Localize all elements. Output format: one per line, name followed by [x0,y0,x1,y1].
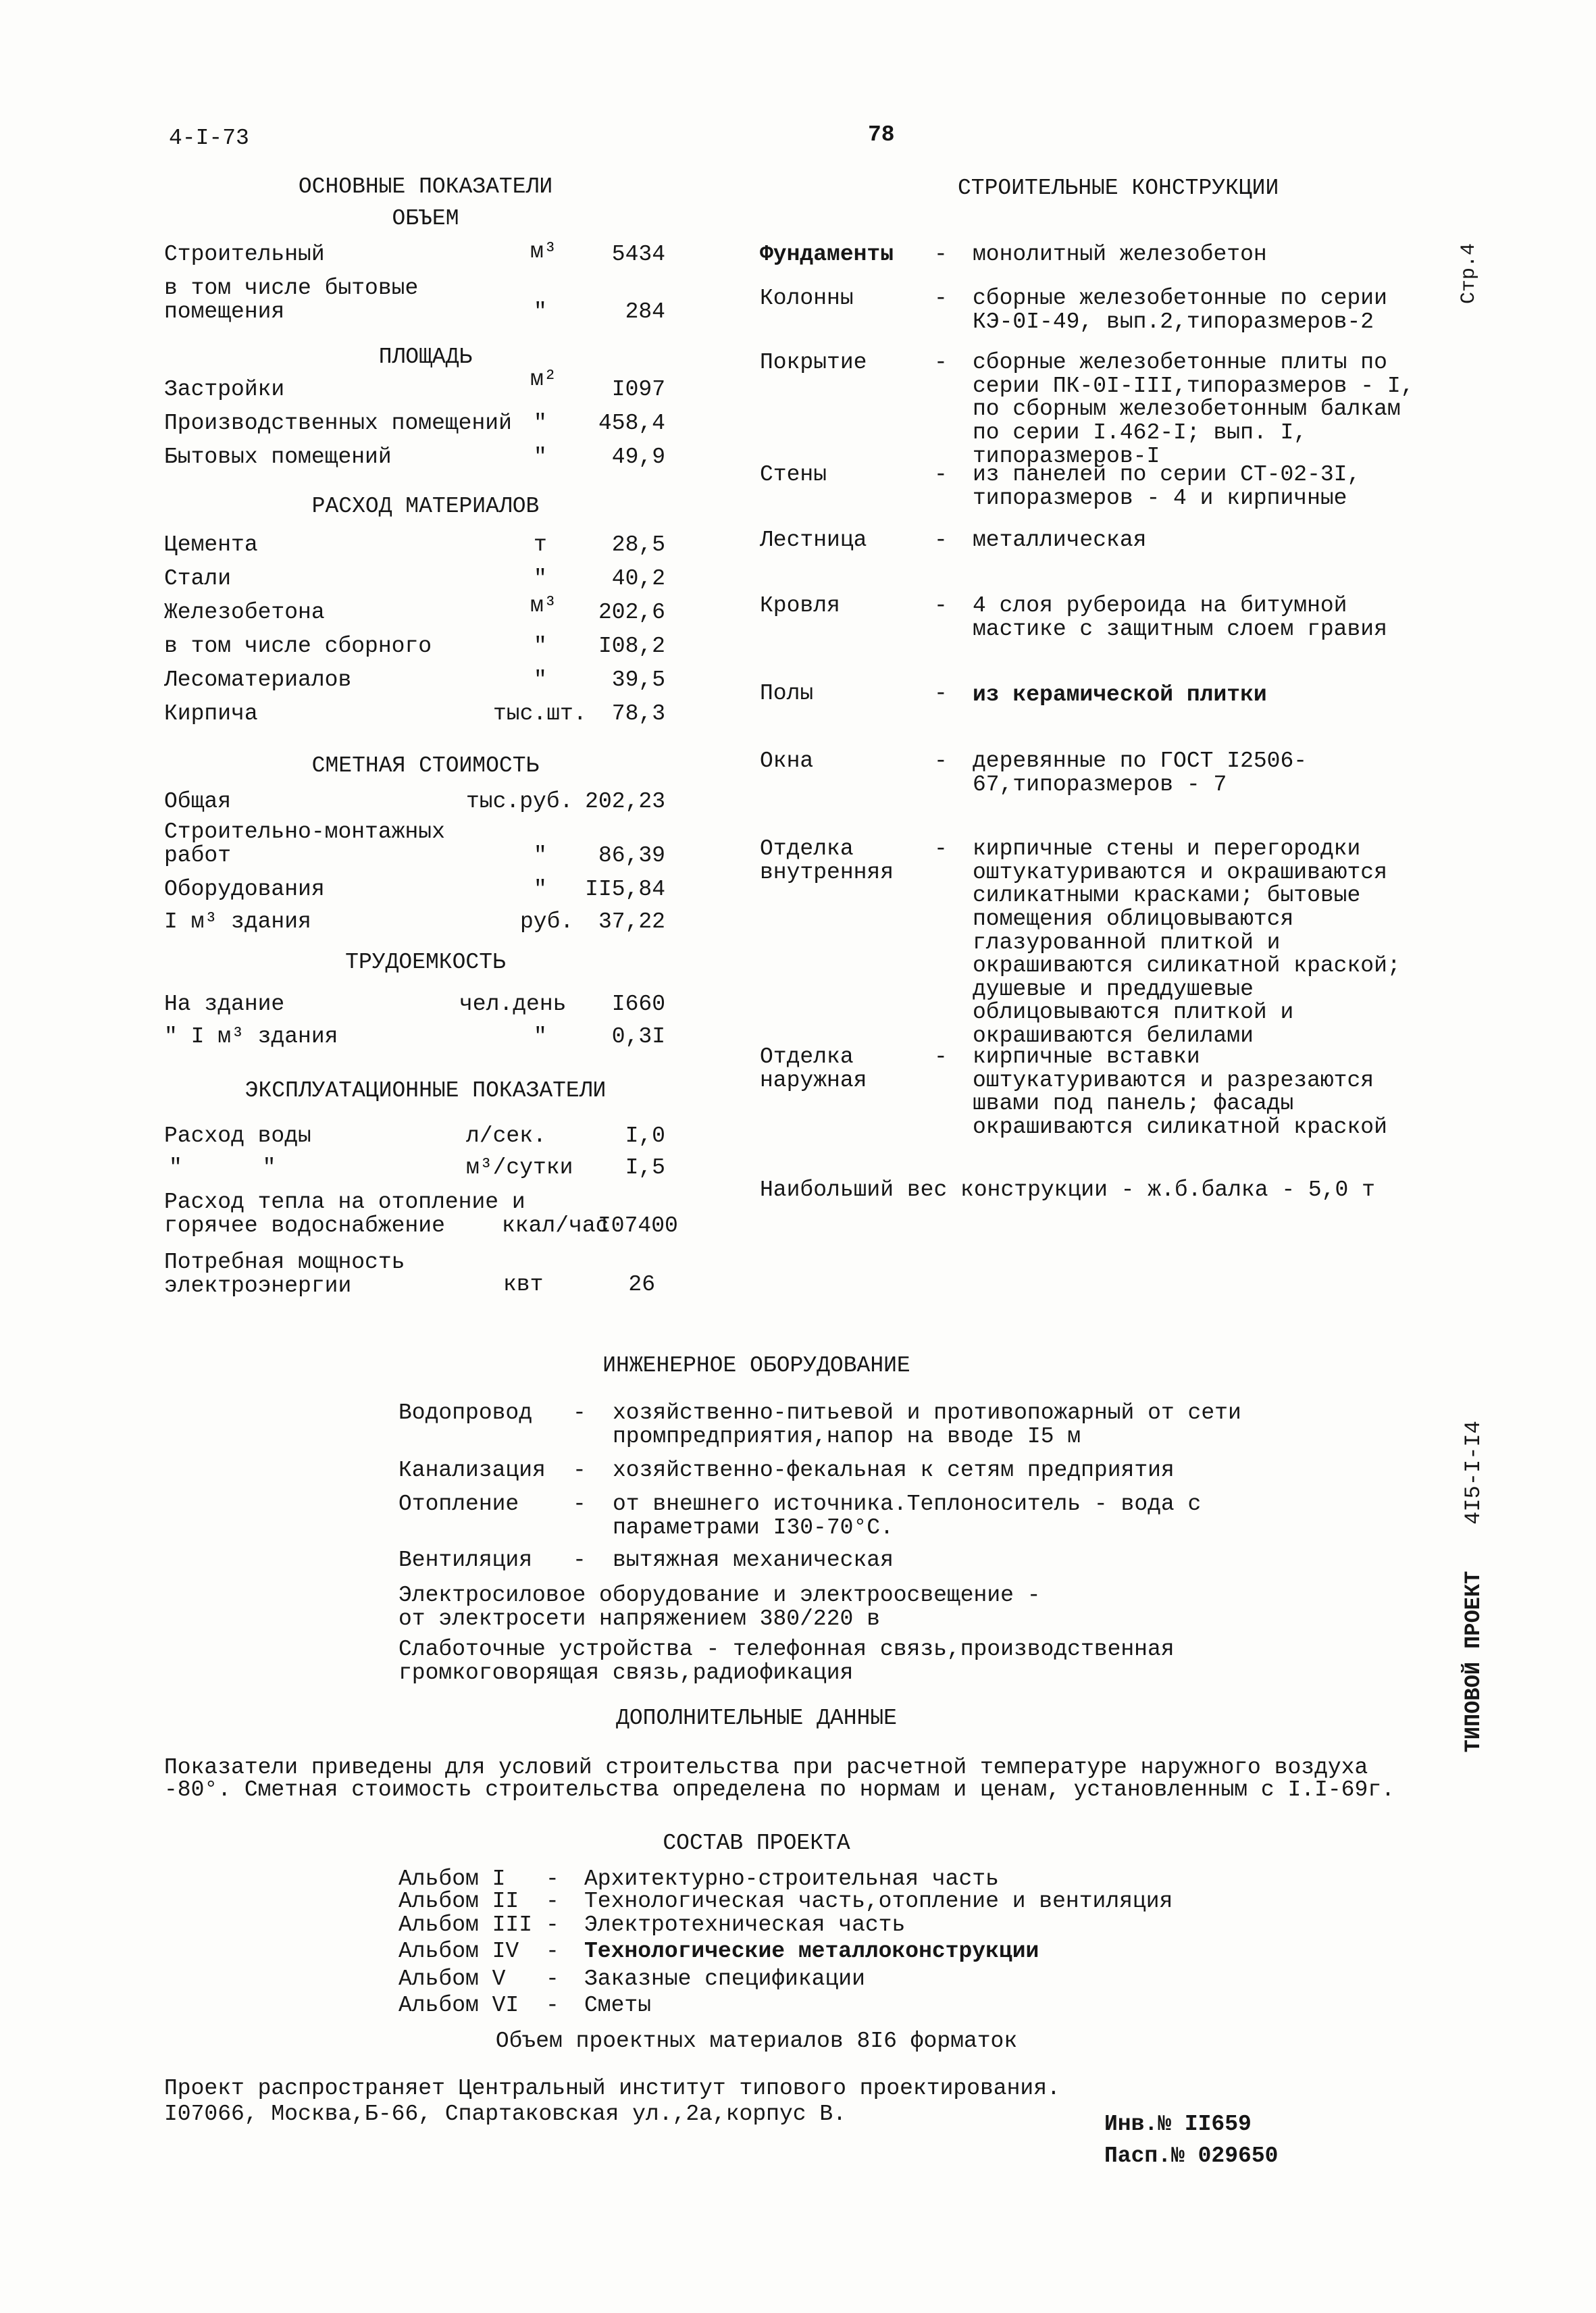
cost-value-3: 37,22 [598,909,665,934]
area-value-2: 49,9 [611,444,665,469]
construction-dash-1: - [934,286,948,311]
volume-unit-1: " [534,299,547,324]
labor-value-0: I660 [611,992,665,1017]
operation-heading: ЭКСПЛУАТАЦИОННЫЕ ПОКАЗАТЕЛИ [244,1078,607,1103]
materials-value-1: 40,2 [611,566,665,591]
album-dash-3: - [546,1939,559,1964]
engineering-dash-3: - [573,1548,586,1573]
operation-unit-2: ккал/час [502,1213,609,1238]
labor-unit-0: чел.день [459,992,567,1017]
construction-dash-9: - [934,1044,948,1069]
operation-value-1: I,5 [625,1155,665,1180]
construction-label-0: Фундаменты [760,242,894,267]
construction-dash-0: - [934,242,948,267]
volume-unit-0: м³ [530,239,557,264]
engineering-dash-2: - [573,1492,586,1517]
cost-label-2: Оборудования [164,877,325,902]
engineering-label-3: Вентиляция [398,1548,533,1573]
additional-text: Показатели приведены для условий строительства при расчетной температуре наружного воздуха -80°. Сметная стоимость строительства определена по нормам и ценам, установленным с I.I-69г. [164,1755,1395,1802]
engineering-dash-1: - [573,1458,586,1483]
area-unit-1: " [534,411,547,436]
labor-heading: ТРУДОЕМКОСТЬ [345,950,506,975]
construction-dash-6: - [934,681,948,706]
album-value-0: Архитектурно-строительная часть [584,1866,999,1891]
distributor-note: Проект распространяет Центральный институт типового проектирования. [164,2076,1060,2101]
engineering-label-1: Канализация [398,1458,546,1483]
construction-value-0: монолитный железобетон [973,242,1267,267]
construction-value-1: сборные железобетонные по серии КЭ-0I-49, вып.2,типоразмеров-2 [973,286,1387,334]
construction-label-5: Кровля [760,593,840,618]
volume-heading: ОБЪЕМ [392,206,459,231]
engineering-label-0: Водопровод [398,1400,533,1425]
indicators-title: ОСНОВНЫЕ ПОКАЗАТЕЛИ [298,174,553,199]
album-value-2: Электротехническая часть [584,1912,906,1937]
engineering-value-3: вытяжная механическая [613,1548,894,1573]
cost-value-0: 202,23 [585,789,665,814]
construction-value-6: из керамической плитки [973,682,1267,707]
document-code: 4-I-73 [169,126,249,151]
construction-dash-8: - [934,836,948,861]
materials-unit-0: т [534,532,547,557]
composition-title: СОСТАВ ПРОЕКТА [663,1831,850,1856]
construction-value-8: кирпичные стены и перегородки оштукатуриваются и окрашиваются силикатными красками; бытовые помещения облицовываются глазурованной плиткой и окрашиваются силикатной краской; душевые и преддушевые облицовываются плиткой и окрашиваются белилами [973,836,1401,1049]
operation-unit-1: м³/сутки [466,1155,573,1180]
passport-number: Пасп.№ 029650 [1104,2143,1279,2168]
construction-label-3: Стены [760,462,827,487]
operation-label-0: Расход воды [164,1123,311,1148]
construction-label-4: Лестница [760,528,867,553]
cost-label-0: Общая [164,789,232,814]
construction-dash-3: - [934,462,948,487]
album-dash-1: - [546,1889,559,1914]
album-label-2: Альбом III [398,1912,533,1937]
volume-label-1: в том числе бытовые помещения [164,276,419,324]
album-label-1: Альбом II [398,1889,519,1914]
materials-unit-4: " [534,667,547,692]
engineering-label-2: Отопление [398,1492,519,1517]
operation-value-3: 26 [628,1272,655,1297]
operation-value-2: I07400 [598,1213,678,1238]
construction-dash-7: - [934,748,948,773]
construction-label-9: Отделка наружная [760,1044,867,1093]
engineering-title: ИНЖЕНЕРНОЕ ОБОРУДОВАНИЕ [602,1353,910,1378]
constructions-title: СТРОИТЕЛЬНЫЕ КОНСТРУКЦИИ [958,176,1279,201]
cost-unit-3: руб. [520,909,574,934]
area-label-0: Застройки [164,377,285,402]
labor-unit-1: " [534,1024,547,1049]
project-code-stamp: 4I5-I-I4 [1461,1421,1486,1525]
materials-label-1: Стали [164,566,232,591]
engineering-dash-0: - [573,1400,586,1425]
labor-label-0: На здание [164,992,285,1017]
album-dash-4: - [546,1966,559,1991]
labor-value-1: 0,3I [611,1024,665,1049]
additional-title: ДОПОЛНИТЕЛЬНЫЕ ДАННЫЕ [616,1706,897,1731]
area-unit-2: " [534,444,547,469]
materials-label-0: Цемента [164,532,258,557]
project-type-stamp: ТИПОВОЙ ПРОЕКТ [1461,1571,1486,1753]
cost-heading: СМЕТНАЯ СТОИМОСТЬ [311,753,540,778]
album-value-5: Сметы [584,1993,652,2018]
distributor-address: I07066, Москва,Б-66, Спартаковская ул.,2а,корпус В. [164,2102,846,2127]
cost-unit-1: " [534,843,547,868]
project-materials-volume: Объем проектных материалов 8I6 форматок [495,2029,1018,2054]
construction-label-7: Окна [760,748,814,773]
low-current-devices: Слаботочные устройства - телефонная связь,производственная громкоговорящая связь,радиофикация [398,1637,1175,1685]
construction-dash-4: - [934,528,948,553]
construction-label-2: Покрытие [760,350,867,375]
materials-value-2: 202,6 [598,600,665,625]
materials-label-2: Железобетона [164,600,325,625]
album-dash-0: - [546,1866,559,1891]
area-label-1: Производственных помещений [164,411,512,436]
album-label-3: Альбом IV [398,1939,519,1964]
album-dash-5: - [546,1993,559,2018]
cost-unit-0: тыс.руб. [466,789,573,814]
area-heading: ПЛОЩАДЬ [378,345,473,370]
labor-label-1: " I м³ здания [164,1024,338,1049]
construction-value-9: кирпичные вставки оштукатуриваются и разрезаются швами под панель; фасады окрашиваются силикатной краской [973,1044,1387,1140]
album-label-4: Альбом V [398,1966,506,1991]
materials-value-5: 78,3 [611,701,665,726]
engineering-value-1: хозяйственно-фекальная к сетям предприятия [613,1458,1175,1483]
materials-value-4: 39,5 [611,667,665,692]
volume-label-0: Строительный [164,242,325,267]
engineering-value-2: от внешнего источника.Теплоноситель - вода с параметрами I30-70°С. [613,1492,1202,1540]
operation-unit-0: л/сек. [466,1123,546,1148]
album-value-4: Заказные спецификации [584,1966,865,1991]
inventory-number: Инв.№ II659 [1104,2112,1252,2137]
construction-value-2: сборные железобетонные плиты по серии ПК-0I-III,типоразмеров - I, по сборным железобетонным балкам по серии I.462-I; вып. I, типоразмеров-I [973,350,1414,469]
operation-label-3: Потребная мощность электроэнергии [164,1250,405,1298]
cost-label-1: Строительно-монтажных работ [164,819,445,868]
max-weight: Наибольший вес конструкции - ж.б.балка - 5,0 т [760,1177,1375,1202]
materials-value-0: 28,5 [611,532,665,557]
page-number: 78 [868,122,895,147]
cost-label-3: I м³ здания [164,909,311,934]
construction-label-1: Колонны [760,286,854,311]
materials-label-3: в том числе сборного [164,634,432,659]
area-value-1: 458,4 [598,411,665,436]
materials-label-5: Кирпича [164,701,258,726]
cost-value-2: II5,84 [585,877,665,902]
construction-value-7: деревянные по ГОСТ I2506-67,типоразмеров - 7 [973,748,1308,797]
materials-label-4: Лесоматериалов [164,667,352,692]
area-label-2: Бытовых помещений [164,444,392,469]
construction-label-6: Полы [760,681,814,706]
construction-label-8: Отделка внутренняя [760,836,894,885]
cost-value-1: 86,39 [598,843,665,868]
area-value-0: I097 [611,377,665,402]
construction-value-5: 4 слоя рубероида на битумной мастике с защитным слоем гравия [973,593,1387,642]
construction-value-3: из панелей по серии СТ-02-3I, типоразмеров - 4 и кирпичные [973,462,1361,511]
album-label-5: Альбом VI [398,1993,519,2018]
page-ref-stamp: Стр.4 [1458,243,1481,305]
operation-unit-3: квт [503,1272,544,1297]
construction-dash-5: - [934,593,948,618]
construction-dash-2: - [934,350,948,375]
area-unit-0: м² [530,367,557,392]
album-dash-2: - [546,1912,559,1937]
album-value-3: Технологические металлоконструкции [584,1939,1039,1964]
materials-unit-1: " [534,566,547,591]
cost-unit-2: " [534,877,547,902]
volume-value-1: 284 [625,299,665,324]
materials-unit-2: м³ [530,593,557,618]
construction-value-4: металлическая [973,528,1147,553]
materials-value-3: I08,2 [598,634,665,659]
materials-heading: РАСХОД МАТЕРИАЛОВ [311,494,540,519]
album-label-0: Альбом I [398,1866,506,1891]
album-value-1: Технологическая часть,отопление и вентиляция [584,1889,1173,1914]
operation-label-2: Расход тепла на отопление и горячее водоснабжение [164,1190,525,1238]
materials-unit-3: " [534,634,547,659]
volume-value-0: 5434 [611,242,665,267]
materials-unit-5: тыс.шт. [493,701,587,726]
electric-equipment: Электросиловое оборудование и электроосвещение - от электросети напряжением 380/220 в [398,1583,1041,1631]
operation-value-0: I,0 [625,1123,665,1148]
operation-label-1: " " [169,1155,276,1180]
engineering-value-0: хозяйственно-питьевой и противопожарный от сети промпредприятия,напор на вводе I5 м [613,1400,1241,1449]
